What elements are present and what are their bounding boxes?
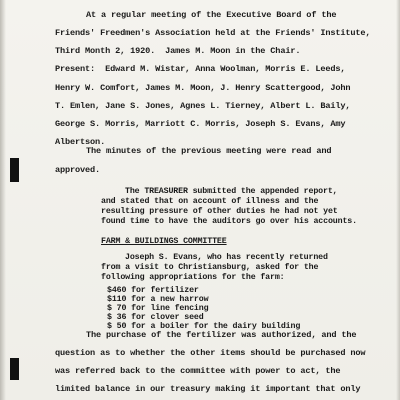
scan-edge-shadow-right (396, 0, 400, 400)
margin-mark (10, 358, 19, 380)
opening-line: Friends' Freedmen's Association held at the Friends' Institute, (55, 28, 371, 38)
committee-line: from a visit to Christiansburg, asked for the (101, 263, 319, 272)
closing-line: limited balance in our treasury making it important that only (55, 384, 361, 394)
opening-line: Present: Edward M. Wistar, Anna Woolman, Morris E. Leeds, (55, 64, 346, 74)
appropriation-item: $ 36 for clover seed (107, 313, 204, 322)
appropriation-item: $110 for a new harrow (107, 295, 209, 304)
opening-line: Henry W. Comfort, James M. Moon, J. Henry Scattergood, John (55, 83, 351, 93)
appropriation-item: $ 50 for a boiler for the dairy building (107, 322, 301, 331)
opening-line: Albertson. (55, 137, 106, 147)
opening-line: George S. Morris, Marriott C. Morris, Joseph S. Evans, Amy (55, 119, 346, 129)
opening-line: At a regular meeting of the Executive Board of the (86, 10, 337, 20)
committee-line: following appropriations for the farm: (101, 273, 285, 282)
closing-line: The purchase of the fertilizer was authorized, and the (86, 330, 357, 340)
closing-line: was referred back to the committee with power to act, the (55, 366, 341, 376)
section-heading: FARM & BUILDINGS COMMITTEE (101, 237, 227, 246)
appropriation-item: $460 for fertilizer (107, 286, 199, 295)
scan-edge-shadow-left (0, 0, 6, 400)
minutes-line: The minutes of the previous meeting were read and (86, 146, 332, 156)
treasurer-line: resulting pressure of other duties he had not yet (101, 207, 338, 216)
appropriation-item: $ 70 for line fencing (107, 304, 209, 313)
treasurer-line: found time to have the auditors go over his accounts. (101, 217, 357, 226)
treasurer-line: and stated that on account of illness and the (101, 197, 319, 206)
opening-line: Third Month 2, 1920. James M. Moon in the Chair. (55, 46, 301, 56)
opening-line: T. Emlen, Jane S. Jones, Agnes L. Tierney, Albert L. Baily, (55, 101, 351, 111)
treasurer-line: The TREASURER submitted the appended report, (125, 187, 338, 196)
minutes-line: approved. (55, 165, 101, 175)
margin-mark (10, 158, 19, 182)
closing-line: question as to whether the other items should be purchased now (55, 348, 366, 358)
committee-line: Joseph S. Evans, who has recently returned (125, 253, 328, 262)
